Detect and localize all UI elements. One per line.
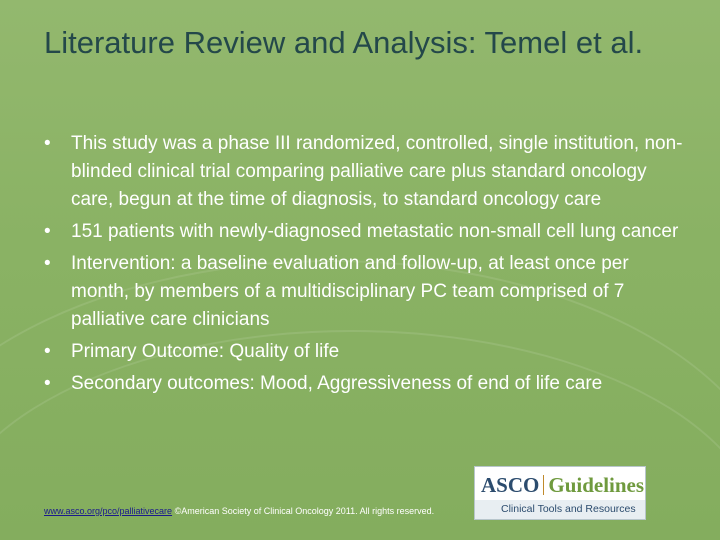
bullet-item — [44, 370, 684, 398]
bullet-item — [44, 218, 684, 246]
logo-separator — [543, 475, 544, 495]
logo-product: Guidelines — [548, 473, 645, 497]
bullet-item — [44, 250, 684, 334]
bullet-text: Secondary outcomes: Mood, Aggressiveness of end of life care — [71, 373, 603, 394]
bullet-text: This study was a phase III randomized, controlled, single institution, non-blinded clinical trial comparing palliative care plus standard oncology care, begun at the time of diagnosis, to standard oncology care — [71, 133, 683, 210]
bullet-text: Primary Outcome: Quality of life — [71, 341, 340, 362]
bullet-dot: • — [44, 373, 51, 394]
logo-brand: ASCO — [481, 473, 540, 497]
bullet-dot: • — [44, 221, 51, 242]
slide-title: Literature Review and Analysis: Temel et al. — [44, 25, 644, 60]
bullet-text: Intervention: a baseline evaluation and follow-up, at least once per month, by members of a multidisciplinary PC team comprised of 7 palliative care clinicians — [71, 253, 629, 330]
asco-guidelines-logo — [474, 466, 646, 520]
logo-tagline: Clinical Tools and Resources — [501, 503, 636, 515]
footer-link[interactable]: www.asco.org/pco/palliativecare — [44, 506, 173, 516]
bullet-dot: • — [44, 133, 51, 154]
footer — [44, 506, 434, 516]
bullet-item — [44, 338, 684, 366]
footer-copyright: ©American Society of Clinical Oncology 2011. All rights reserved. — [172, 506, 435, 516]
bullet-text: 151 patients with newly-diagnosed metastatic non-small cell lung cancer — [71, 221, 679, 242]
bullet-list — [44, 130, 684, 402]
bullet-item — [44, 130, 684, 214]
bullet-dot: • — [44, 253, 51, 274]
logo-wordmark — [481, 473, 644, 498]
bullet-dot: • — [44, 341, 51, 362]
